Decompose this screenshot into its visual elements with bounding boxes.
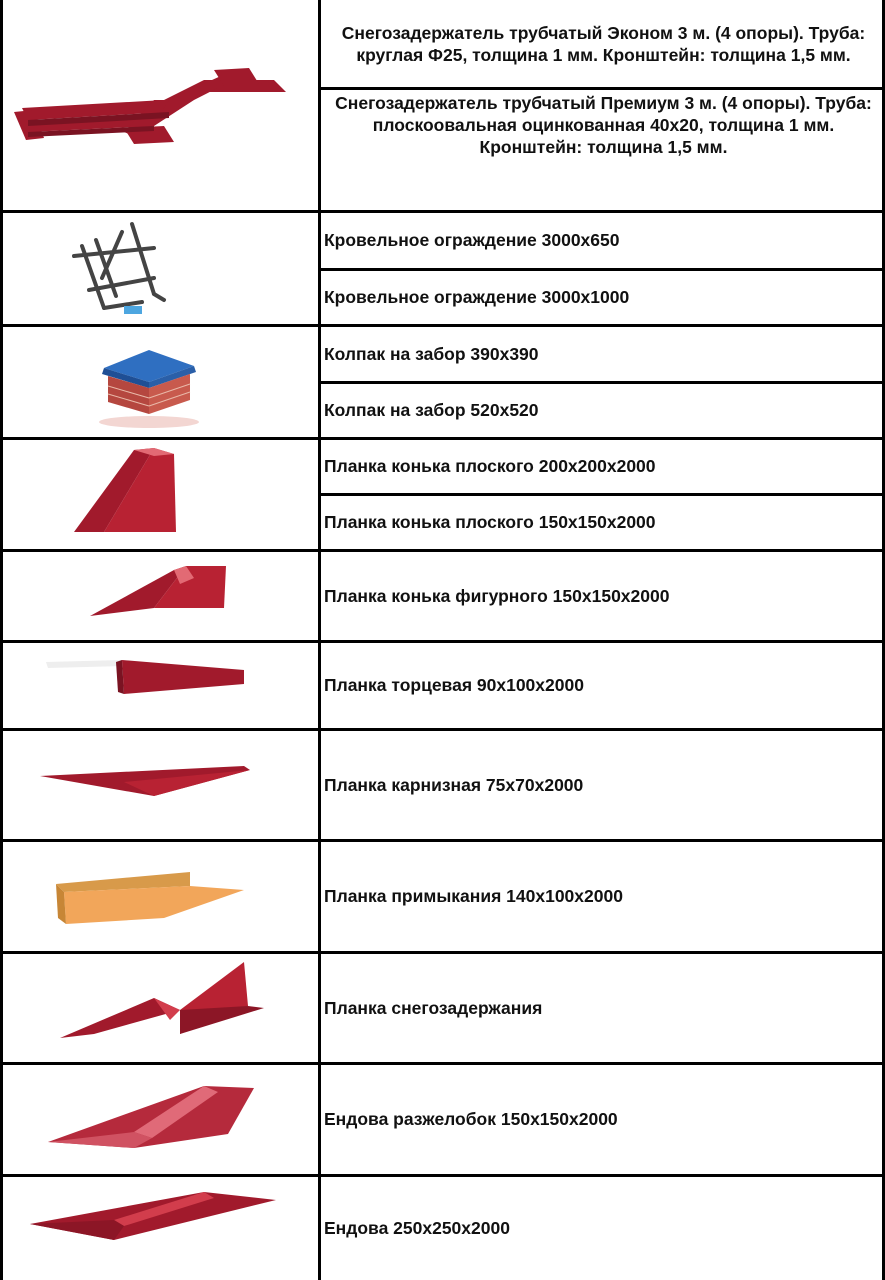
row-9-text-1: Планка снегозадержания [324, 997, 543, 1018]
row-7-text-1: Планка карнизная 75х70х2000 [324, 774, 584, 795]
abutment-strip-icon [4, 846, 318, 948]
row-4-text-1: Планка конька плоского 200х200х2000 [324, 456, 656, 476]
row-2-text-1: Кровельное ограждение 3000х650 [324, 230, 620, 250]
row-8-text-1: Планка примыкания 140х100х2000 [324, 886, 623, 906]
snow-barrier-strip-icon [4, 958, 318, 1060]
row-3-text-2: Колпак на забор 520х520 [324, 400, 539, 420]
row-1-text-2: Снегозадержатель трубчатый Премиум 3 м. (4 опоры). Труба: плоскоовальная оцинкованная 40х20, толщина 1 мм. Кронштейн: толщина 1,5 мм. [335, 93, 872, 157]
valley-icon [4, 1180, 318, 1278]
end-strip-icon [4, 648, 318, 726]
valley-groove-icon [4, 1070, 318, 1170]
snow-guard-tube-icon [4, 40, 318, 160]
row-6-text-1: Планка торцевая 90х100х2000 [324, 675, 584, 695]
row-11-text-1: Ендова 250х250х2000 [324, 1218, 510, 1238]
eaves-strip-icon [4, 736, 318, 836]
row-3-text-1: Колпак на забор 390х390 [324, 343, 539, 364]
row-1-text-1: Снегозадержатель трубчатый Эконом 3 м. (4 опоры). Труба: круглая Ф25, толщина 1 мм. Кронштейн: толщина 1,5 мм. [341, 22, 866, 65]
flat-ridge-icon [4, 442, 318, 546]
row-5-text-1: Планка конька фигурного 150х150х2000 [324, 585, 670, 606]
row-10-text-1: Ендова разжелобок 150х150х2000 [324, 1109, 618, 1129]
row-2-text-2: Кровельное ограждение 3000х1000 [324, 287, 630, 307]
fence-cap-icon [4, 330, 318, 434]
roof-railing-icon [4, 216, 318, 322]
figured-ridge-icon [4, 556, 318, 638]
row-4-text-2: Планка конька плоского 150х150х2000 [324, 512, 656, 532]
